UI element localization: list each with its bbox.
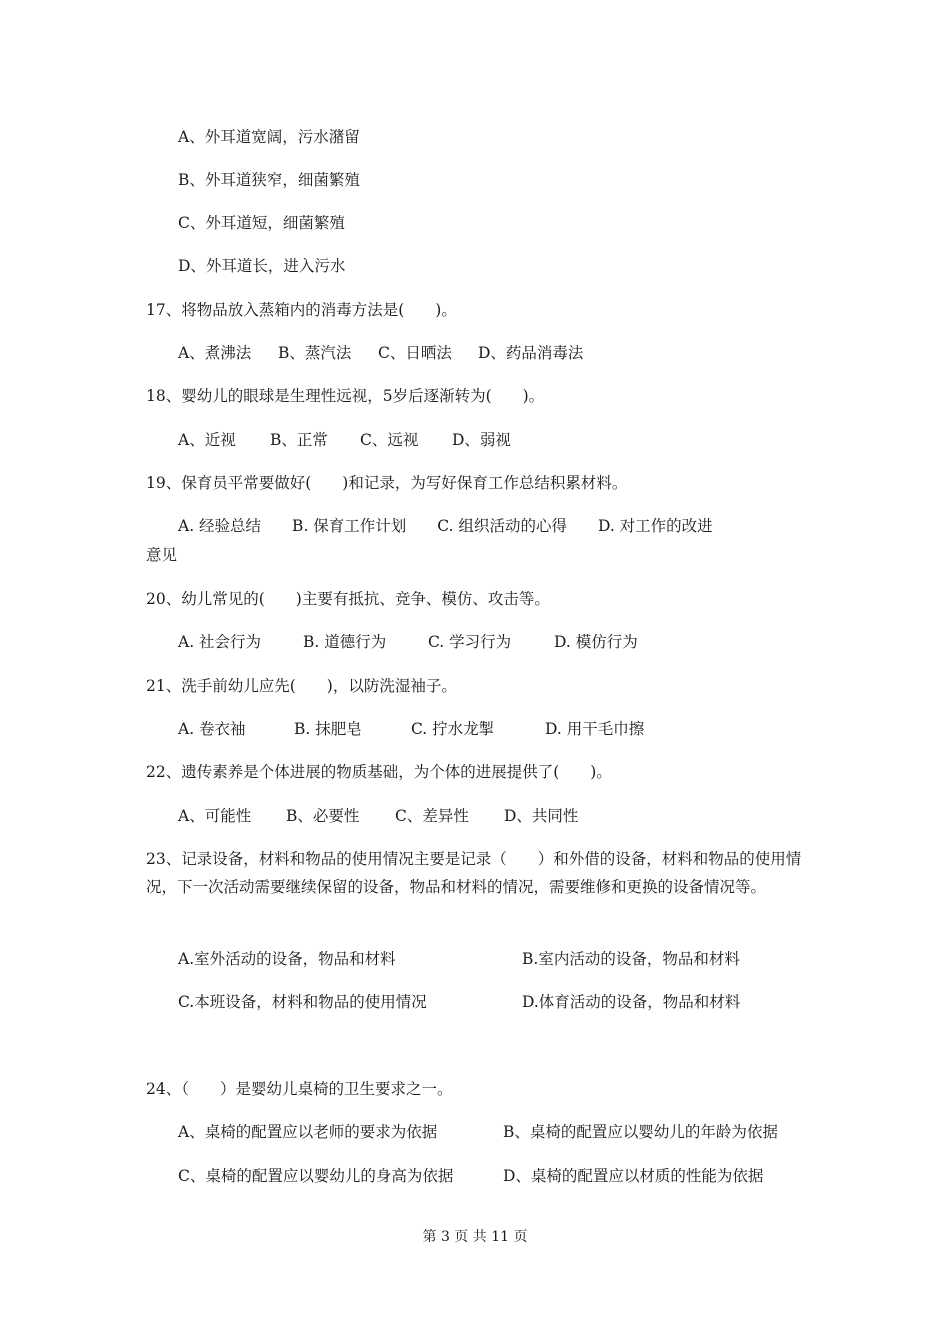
question-18-options [178,430,818,450]
question-19-stem: 19、保育员平常要做好( )和记录，为写好保育工作总结积累材料。 [146,474,628,492]
option-d: D、药品消毒法 [478,344,584,362]
question-21-stem: 21、洗手前幼儿应先( )，以防洗湿袖子。 [146,677,457,695]
option-c: C、日晒法 [378,344,452,362]
question-24-options-row-2 [178,1166,818,1186]
option-c: C、桌椅的配置应以婴幼儿的身高为依据 [178,1167,454,1185]
question-17-options [178,343,818,363]
option-c: C. 学习行为 [428,633,512,651]
q16-option-b: B、外耳道狭窄，细菌繁殖 [178,171,360,189]
q16-option-c: C、外耳道短，细菌繁殖 [178,214,345,232]
question-23-stem: 23、记录设备，材料和物品的使用情况主要是记录（ ）和外借的设备，材料和物品的使用情况，下一次活动需要继续保留的设备，物品和材料的情况，需要维修和更换的设备情况等。 [146,850,802,896]
option-d: D.体育活动的设备，物品和材料 [522,993,741,1011]
option-a: A. 卷衣袖 [178,720,246,738]
question-22-stem: 22、遗传素养是个体进展的物质基础，为个体的进展提供了( )。 [146,763,612,781]
option-c: C、远视 [360,431,419,449]
question-24-options-row-1 [178,1122,818,1142]
question-19-options: A. 经验总结 B. 保育工作计划 C. 组织活动的心得 D. 对工作的改进 [178,517,713,535]
question-20-options [178,632,818,652]
option-c: C. 拧水龙掣 [411,720,495,738]
option-b: B、必要性 [286,807,360,825]
question-23-options-row-1 [178,949,818,969]
option-d: D. 用干毛巾擦 [545,720,645,738]
option-d: D、弱视 [452,431,511,449]
option-d: D、桌椅的配置应以材质的性能为依据 [503,1167,764,1185]
option-d: D. 模仿行为 [554,633,638,651]
page-number-footer: 第 3 页 共 11 页 [422,1229,528,1245]
option-b: B、蒸汽法 [278,344,352,362]
option-b: B. 抹肥皂 [294,720,362,738]
question-24-stem: 24、（ ）是婴幼儿桌椅的卫生要求之一。 [146,1080,453,1098]
option-b: B、桌椅的配置应以婴幼儿的年龄为依据 [503,1123,778,1141]
q16-option-a: A、外耳道宽阔，污水潴留 [178,128,360,146]
option-a: A、桌椅的配置应以老师的要求为依据 [178,1123,438,1141]
option-a: A、近视 [178,431,236,449]
question-20-stem: 20、幼儿常见的( )主要有抵抗、竞争、模仿、攻击等。 [146,590,550,608]
option-d: D、共同性 [504,807,579,825]
option-a: A. 社会行为 [178,633,262,651]
question-21-options [178,719,818,739]
question-23-options-row-2 [178,992,818,1012]
question-17-stem: 17、将物品放入蒸箱内的消毒方法是( )。 [146,301,457,319]
option-a: A、可能性 [178,807,252,825]
option-b: B、正常 [270,431,328,449]
option-a: A、煮沸法 [178,344,252,362]
question-22-options [178,806,818,826]
q16-option-d: D、外耳道长，进入污水 [178,257,346,275]
option-a: A.室外活动的设备，物品和材料 [178,950,396,968]
option-c: C、差异性 [395,807,469,825]
option-b: B.室内活动的设备，物品和材料 [522,950,740,968]
question-19-options-wrap: 意见 [146,546,178,564]
option-c: C.本班设备，材料和物品的使用情况 [178,993,427,1011]
question-18-stem: 18、婴幼儿的眼球是生理性远视，5岁后逐渐转为( )。 [146,387,545,405]
option-b: B. 道德行为 [303,633,387,651]
